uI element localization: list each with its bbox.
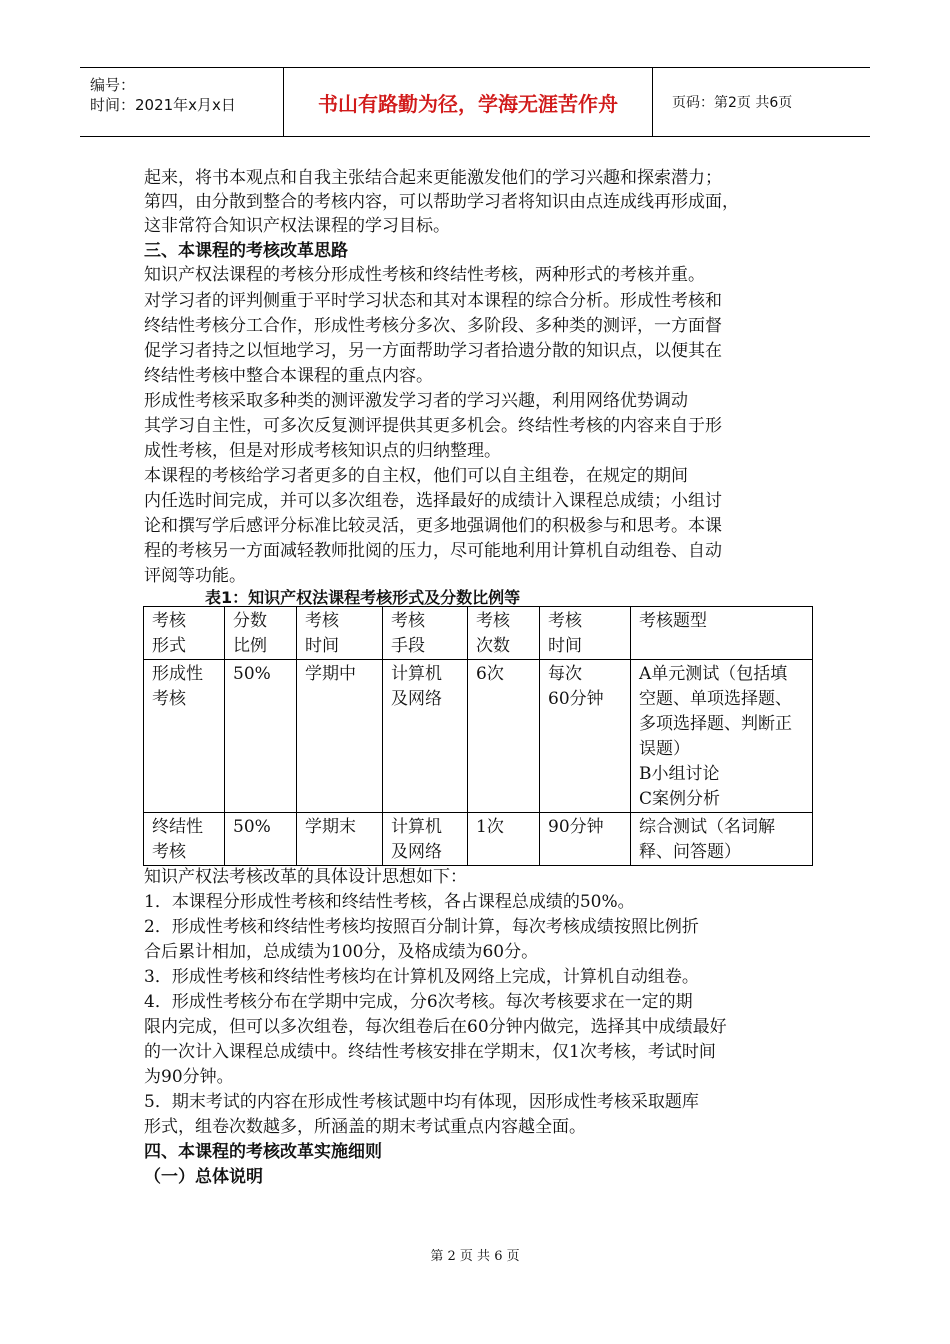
design-intro: 知识产权法考核改革的具体设计思想如下： (144, 867, 467, 887)
paragraph-line: 内任选时间完成，并可以多次组卷，选择最好的成绩计入课程总成绩；小组讨 (144, 491, 722, 511)
table-cell: 50% (225, 813, 297, 866)
table-cell: 学期中 (297, 660, 383, 813)
table-header-row (144, 607, 813, 660)
header-page-label (664, 68, 870, 136)
design-line: 1．本课程分形成性考核和终结性考核，各占课程总成绩的50%。 (144, 892, 635, 912)
paragraph-line: 终结性考核中整合本课程的重点内容。 (144, 366, 433, 386)
paragraph-line: 知识产权法课程的考核分形成性考核和终结性考核，两种形式的考核并重。 (144, 265, 705, 285)
table-header-cell: 考核 时间 (297, 607, 383, 660)
table-header-cell: 考核 形式 (144, 607, 225, 660)
table-cell: 90分钟 (540, 813, 631, 866)
table-cell: 综合测试（名词解 释、问答题） (631, 813, 813, 866)
page-footer: 第 2 页 共 6 页 (430, 1249, 520, 1264)
paragraph-line: 其学习自主性，可多次反复测评提供其更多机会。终结性考核的内容来自于形 (144, 416, 722, 436)
page-header (80, 67, 870, 137)
paragraph-line: 评阅等功能。 (144, 566, 246, 586)
section4-subheading: （一）总体说明 (144, 1167, 263, 1187)
paragraph-line: 成性考核，但是对形成考核知识点的归纳整理。 (144, 441, 501, 461)
paragraph-line: 对学习者的评判侧重于平时学习状态和其对本课程的综合分析。形成性考核和 (144, 291, 722, 311)
paragraph-line: 本课程的考核给学习者更多的自主权，他们可以自主组卷，在规定的期间 (144, 466, 688, 486)
table-cell: A单元测试（包括填 空题、单项选择题、 多项选择题、判断正 误题） B小组讨论 C案例分析 (631, 660, 813, 813)
paragraph-line: 程的考核另一方面减轻教师批阅的压力，尽可能地利用计算机自动组卷、自动 (144, 541, 722, 561)
date-label: 时间：2021年x月x日 (90, 96, 236, 114)
section3-heading: 三、本课程的考核改革思路 (144, 241, 348, 261)
design-line: 合后累计相加，总成绩为100分，及格成绩为60分。 (144, 942, 539, 962)
design-line: 2．形成性考核和终结性考核均按照百分制计算，每次考核成绩按照比例折 (144, 917, 699, 937)
table-cell: 计算机 及网络 (383, 813, 468, 866)
page-label: 页码：第2页 共6页 (672, 95, 793, 111)
design-line: 5．期末考试的内容在形成性考核试题中均有体现，因形成性考核采取题库 (144, 1092, 699, 1112)
assessment-table (143, 606, 813, 866)
table-caption: 表1：知识产权法课程考核形式及分数比例等 (205, 588, 521, 607)
paragraph-line: 论和撰写学后感评分标准比较灵活，更多地强调他们的积极参与和思考。本课 (144, 516, 722, 536)
paragraph-line: 终结性考核分工合作，形成性考核分多次、多阶段、多种类的测评，一方面督 (144, 316, 722, 336)
table-header-cell: 考核 次数 (468, 607, 540, 660)
table-cell: 50% (225, 660, 297, 813)
design-line: 4．形成性考核分布在学期中完成，分6次考核。每次考核要求在一定的期 (144, 992, 693, 1012)
table-cell: 学期末 (297, 813, 383, 866)
design-line: 为90分钟。 (144, 1067, 234, 1087)
table-cell: 终结性 考核 (144, 813, 225, 866)
intro-line: 这非常符合知识产权法课程的学习目标。 (144, 216, 450, 236)
design-line: 3．形成性考核和终结性考核均在计算机及网络上完成，计算机自动组卷。 (144, 967, 699, 987)
header-meta (80, 68, 284, 136)
table-cell: 计算机 及网络 (383, 660, 468, 813)
table-row (144, 813, 813, 866)
table-header-cell: 考核 手段 (383, 607, 468, 660)
intro-line: 第四，由分散到整合的考核内容，可以帮助学习者将知识由点连成线再形成面， (144, 192, 739, 212)
intro-line: 起来，将书本观点和自我主张结合起来更能激发他们的学习兴趣和探索潜力； (144, 168, 722, 188)
table-header-cell: 考核题型 (631, 607, 813, 660)
table-header-cell: 考核 时间 (540, 607, 631, 660)
table-cell: 形成性 考核 (144, 660, 225, 813)
table-header-cell: 分数 比例 (225, 607, 297, 660)
section4-heading: 四、本课程的考核改革实施细则 (144, 1142, 382, 1162)
table-cell: 每次 60分钟 (540, 660, 631, 813)
paragraph-line: 形成性考核采取多种类的测评激发学习者的学习兴趣，利用网络优势调动 (144, 391, 688, 411)
design-line: 形式，组卷次数越多，所涵盖的期末考试重点内容越全面。 (144, 1117, 586, 1137)
table-cell: 1次 (468, 813, 540, 866)
table-cell: 6次 (468, 660, 540, 813)
table-row (144, 660, 813, 813)
header-motto: 书山有路勤为径，学海无涯苦作舟 (284, 68, 653, 136)
design-line: 的一次计入课程总成绩中。终结性考核安排在学期末，仅1次考核，考试时间 (144, 1042, 716, 1062)
paragraph-line: 促学习者持之以恒地学习，另一方面帮助学习者拾遗分散的知识点，以便其在 (144, 341, 722, 361)
design-line: 限内完成，但可以多次组卷，每次组卷后在60分钟内做完，选择其中成绩最好 (144, 1017, 727, 1037)
number-label: 编号： (90, 76, 136, 94)
